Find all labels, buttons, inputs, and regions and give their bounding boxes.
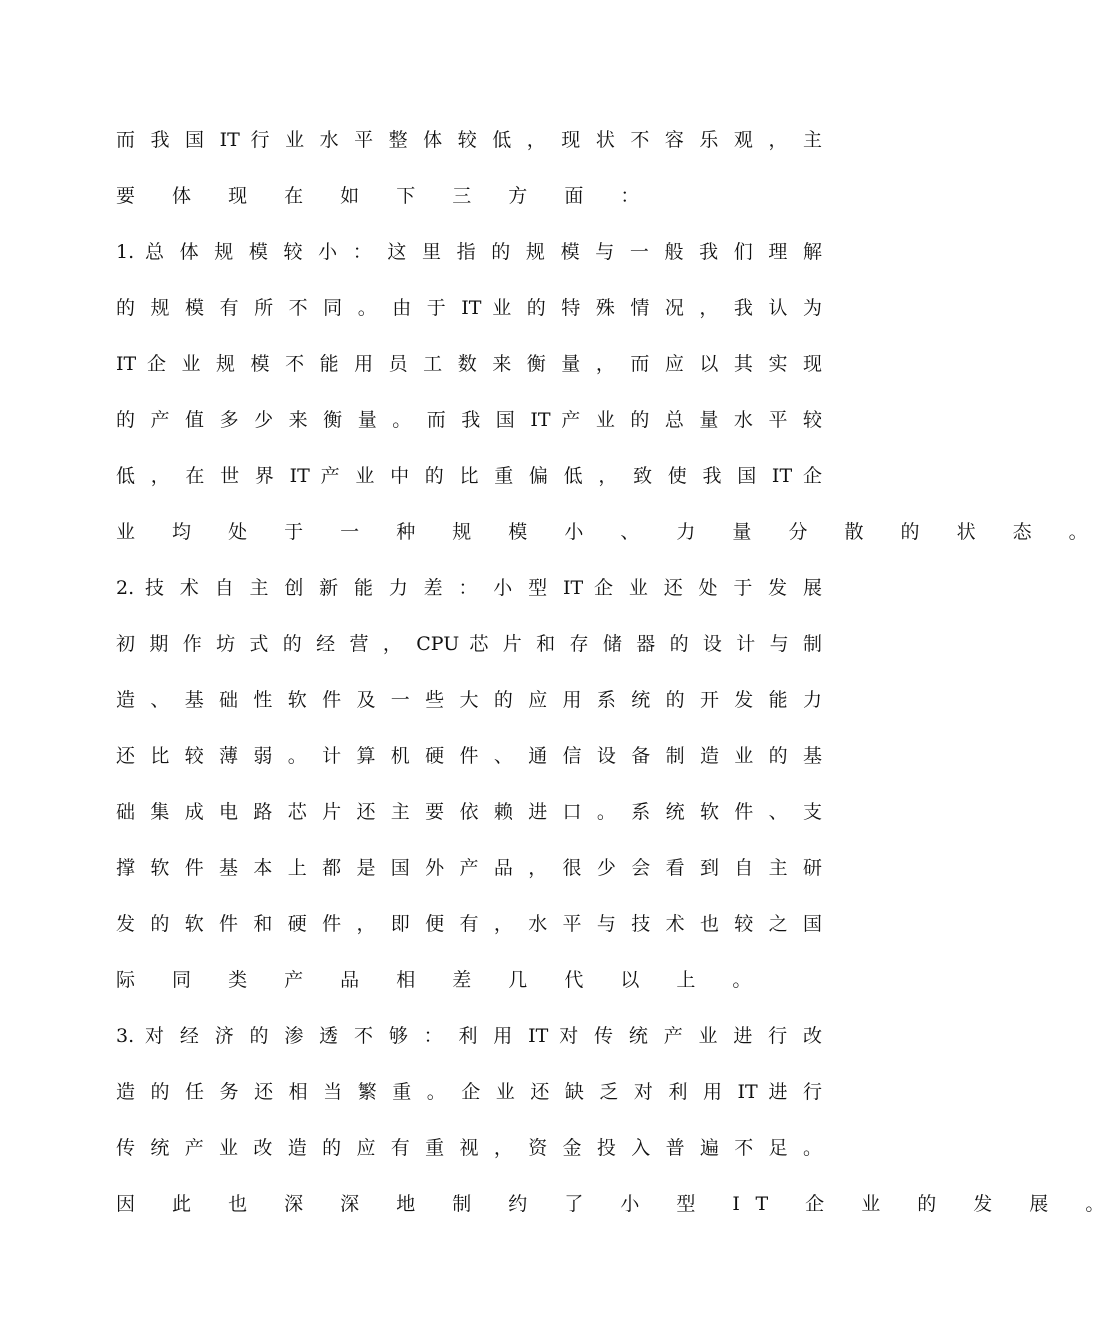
text-line: 撑 软 件 基 本 上 都 是 国 外 产 品 ， 很 少 会 看 到 自 主 研 (116, 857, 822, 879)
text-line: 要 体 现 在 如 下 三 方 面 ： (116, 185, 655, 207)
text-line: 低 ， 在 世 界 IT 产 业 中 的 比 重 偏 低 ， 致 使 我 国 IT 企 (116, 465, 822, 487)
text-line: 的 产 值 多 少 来 衡 量 。 而 我 国 IT 产 业 的 总 量 水 平 较 (116, 409, 822, 431)
text-line: 的 规 模 有 所 不 同 。 由 于 IT 业 的 特 殊 情 况 ， 我 认 为 (116, 297, 822, 319)
text-line: 因 此 也 深 深 地 制 约 了 小 型 IT 企 业 的 发 展 。 (116, 1193, 1120, 1215)
body-text (116, 112, 1120, 1232)
text-line: 2. 技 术 自 主 创 新 能 力 差 ： 小 型 IT 企 业 还 处 于 发 展 (116, 577, 822, 599)
text-line: 造 的 任 务 还 相 当 繁 重 。 企 业 还 缺 乏 对 利 用 IT 进 行 (116, 1081, 822, 1103)
text-line: 业 均 处 于 一 种 规 模 小 、 力 量 分 散 的 状 态 。 (116, 521, 1104, 543)
text-line: 初 期 作 坊 式 的 经 营 ， CPU 芯 片 和 存 储 器 的 设 计 与 制 (116, 633, 822, 655)
text-line: 础 集 成 电 路 芯 片 还 主 要 依 赖 进 口 。 系 统 软 件 、 支 (116, 801, 822, 823)
text-line: IT 企 业 规 模 不 能 用 员 工 数 来 衡 量 ， 而 应 以 其 实 现 (116, 353, 822, 375)
text-line: 还 比 较 薄 弱 。 计 算 机 硬 件 、 通 信 设 备 制 造 业 的 基 (116, 745, 822, 767)
text-line: 发 的 软 件 和 硬 件 ， 即 便 有 ， 水 平 与 技 术 也 较 之 国 (116, 913, 822, 935)
text-line: 3. 对 经 济 的 渗 透 不 够 ： 利 用 IT 对 传 统 产 业 进 行 改 (116, 1025, 822, 1047)
text-line: 造 、 基 础 性 软 件 及 一 些 大 的 应 用 系 统 的 开 发 能 力 (116, 689, 822, 711)
text-line: 传 统 产 业 改 造 的 应 有 重 视 ， 资 金 投 入 普 遍 不 足 。 (116, 1137, 822, 1159)
text-line: 际 同 类 产 品 相 差 几 代 以 上 。 (116, 969, 767, 991)
text-line: 而 我 国 IT 行 业 水 平 整 体 较 低 ， 现 状 不 容 乐 观 ， 主 (116, 129, 822, 151)
text-line: 1. 总 体 规 模 较 小 ： 这 里 指 的 规 模 与 一 般 我 们 理 解 (116, 241, 822, 263)
